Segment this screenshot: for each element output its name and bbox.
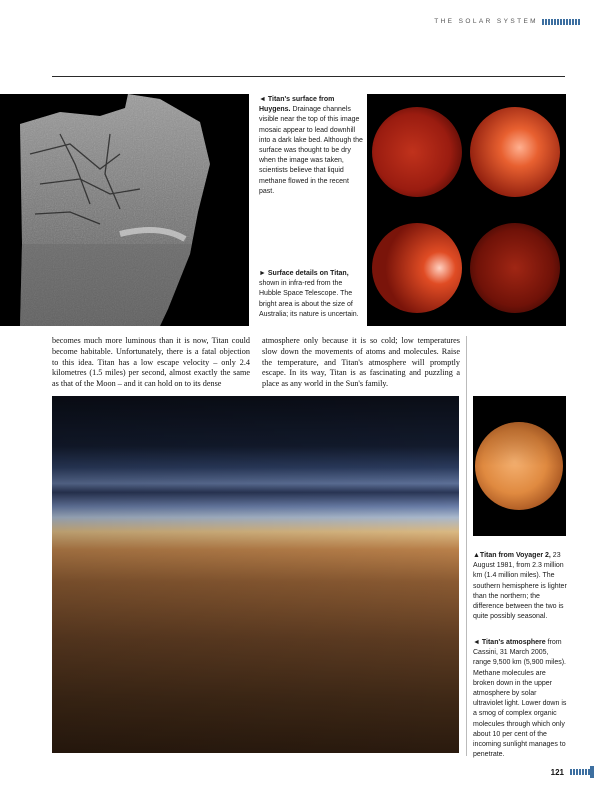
titan-atmosphere-image bbox=[52, 396, 459, 753]
page-number: 121 bbox=[550, 768, 564, 777]
caption-hubble bbox=[259, 269, 363, 320]
atmosphere-limb-graphic bbox=[52, 396, 459, 753]
footer-edge-tab bbox=[590, 766, 594, 778]
caption-huygens-text: Drainage channels visible near the top of this image mosaic appear to lead downhill into a dark lake bed. Although the surface was thought to be dry when the image was taken, scientists believe that liquid methane flowed in the recent past. bbox=[259, 106, 363, 195]
caption-hubble-text: shown in infra-red from the Hubble Space Telescope. The bright area is about the size of Australia; its nature is uncertain. bbox=[259, 280, 359, 318]
caption-voyager bbox=[473, 551, 568, 622]
huygens-surface-image bbox=[0, 94, 249, 326]
top-rule bbox=[52, 76, 565, 77]
caption-huygens-lead: ◄ Titan's surface from Huygens. bbox=[259, 96, 335, 114]
voyager-titan-disc bbox=[473, 396, 566, 536]
voyager-titan-image bbox=[473, 396, 566, 536]
caption-hubble-lead: ► Surface details on Titan, bbox=[259, 270, 349, 277]
footer-decoration-bar bbox=[570, 769, 590, 775]
caption-voyager-text: 23 August 1981, from 2.3 million km (1.4 million miles). The southern hemisphere is lighter than the northern; the difference between the two is quite possibly seasonal. bbox=[473, 552, 567, 621]
hubble-titan-discs bbox=[367, 94, 566, 326]
caption-voyager-lead: ▲Titan from Voyager 2, bbox=[473, 552, 551, 559]
body-column-1: becomes much more luminous than it is now, Titan could become habitable. Unfortunately, there is a fatal objection to this idea. Titan has a low escape velocity – only 2.4 kilometres (1.5 miles) per second, almost exactly the same as that of the Moon – and it can hold on to its dense bbox=[52, 336, 250, 389]
caption-atmosphere-text: from Cassini, 31 March 2005, range 9,500 km (5,900 miles). Methane molecules are broken down in the upper atmosphere by solar ultraviolet light. Lower down is a smog of complex organic molecules through which only about 10 per cent of the incoming sunlight manages to penetrate. bbox=[473, 639, 567, 759]
section-header: THE SOLAR SYSTEM bbox=[434, 18, 538, 25]
body-column-2: atmosphere only because it is so cold; low temperatures slow down the movements of atoms and molecules. Raise the temperature, and Titan's atmosphere will promptly escape. In its way, Titan is as fascinating and puzzling a place as any world in the Sun's family. bbox=[262, 336, 460, 389]
huygens-mosaic-graphic bbox=[0, 94, 249, 326]
column-divider bbox=[466, 336, 467, 756]
caption-atmosphere-lead: ◄ Titan's atmosphere bbox=[473, 639, 546, 646]
caption-atmosphere bbox=[473, 638, 568, 760]
hubble-infrared-image bbox=[367, 94, 566, 326]
caption-huygens bbox=[259, 95, 363, 197]
header-decoration-bar bbox=[542, 19, 580, 25]
